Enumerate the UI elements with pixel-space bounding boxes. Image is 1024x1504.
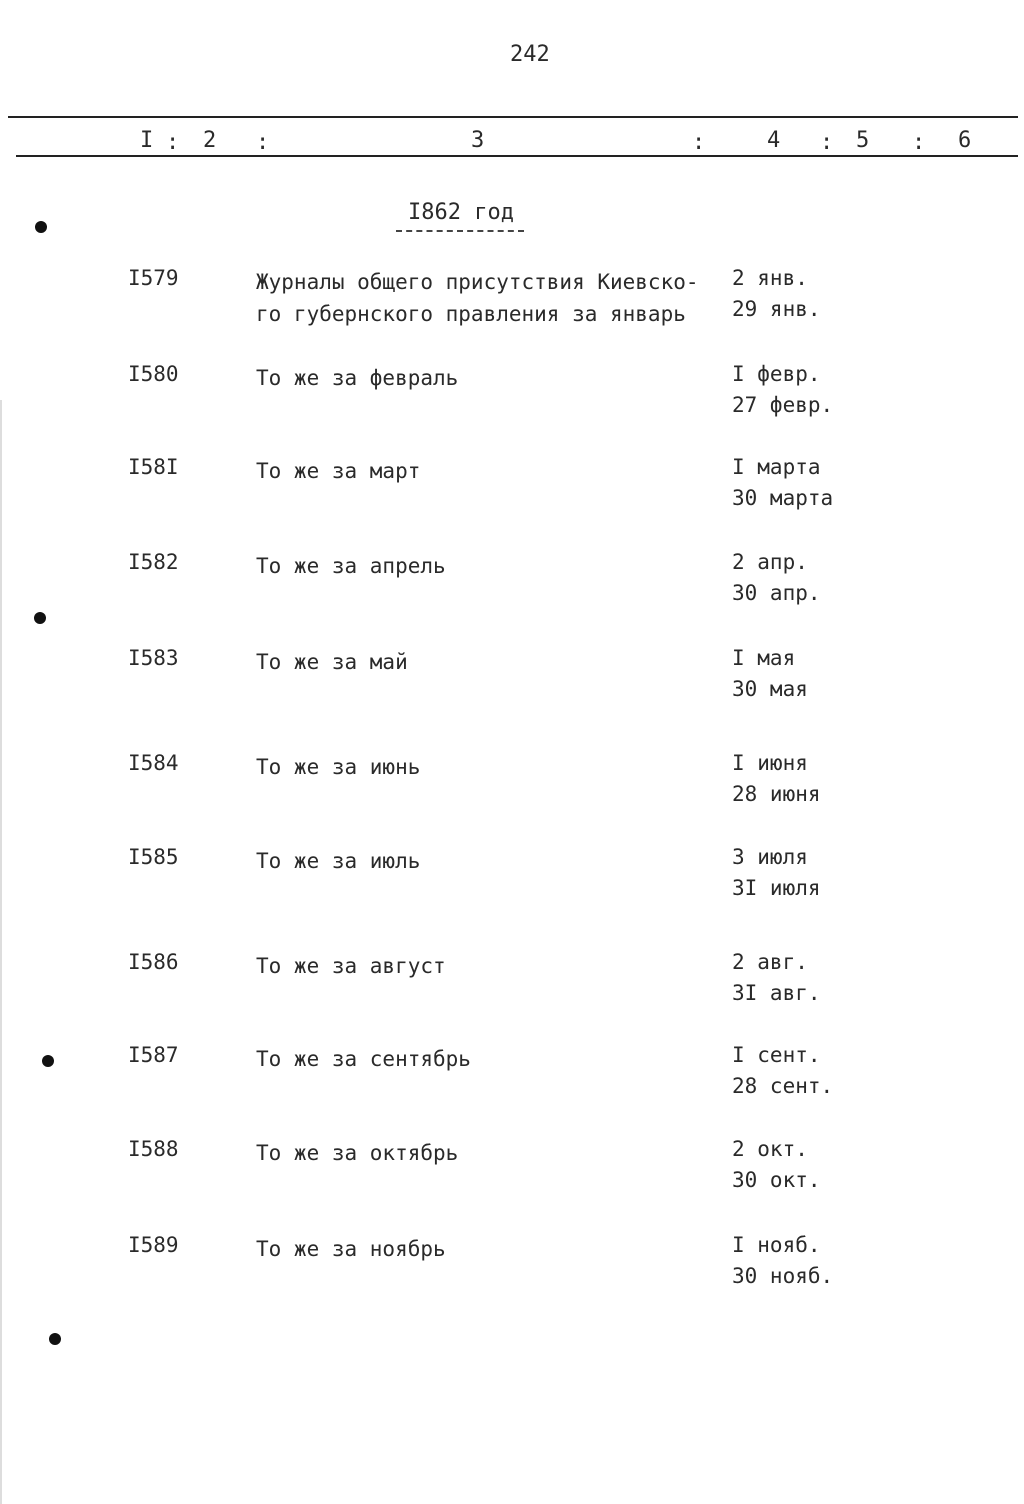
- punch-hole-mark: [35, 221, 47, 233]
- record-date-start: 3 июля: [732, 845, 808, 869]
- page-edge-shadow: [0, 400, 2, 1504]
- record-date-start: 2 авг.: [732, 950, 808, 974]
- record-description: То же за февраль: [256, 366, 459, 390]
- record-number: I586: [128, 950, 179, 974]
- record-date-start: I июня: [732, 751, 808, 775]
- punch-hole-mark: [42, 1055, 54, 1067]
- record-number: I589: [128, 1233, 179, 1257]
- column-separator: :: [912, 130, 926, 155]
- page-number: 242: [510, 42, 550, 67]
- record-row: [0, 550, 1024, 630]
- record-date-end: 30 апр.: [732, 581, 821, 605]
- record-date-end: 29 янв.: [732, 297, 821, 321]
- record-date-end: 27 февр.: [732, 393, 834, 417]
- record-number: I587: [128, 1043, 179, 1067]
- record-date-start: I сент.: [732, 1043, 821, 1067]
- record-row: [0, 751, 1024, 831]
- column-separator: :: [692, 130, 706, 155]
- record-date-end: 30 марта: [732, 486, 834, 510]
- header-rule-top: [8, 116, 1018, 118]
- record-date-start: I мая: [732, 646, 796, 670]
- year-underline: [396, 230, 524, 232]
- record-description: То же за март: [256, 459, 421, 483]
- record-description: Журналы общего присутствия Киевско- го губернского правления за январь: [256, 270, 699, 326]
- record-date-start: I марта: [732, 455, 821, 479]
- record-number: I58I: [128, 455, 179, 479]
- column-separator: :: [820, 130, 834, 155]
- record-number: I584: [128, 751, 179, 775]
- column-header-5: 5: [856, 128, 870, 153]
- record-description: То же за июль: [256, 849, 421, 873]
- record-row: [0, 266, 1024, 346]
- record-date-end: 30 нояб.: [732, 1264, 834, 1288]
- column-header-3: 3: [471, 128, 485, 153]
- record-row: [0, 950, 1024, 1030]
- punch-hole-mark: [49, 1333, 61, 1345]
- year-heading: I862 год: [408, 200, 514, 225]
- record-description: То же за апрель: [256, 554, 446, 578]
- record-row: [0, 362, 1024, 442]
- column-header-6: 6: [958, 128, 972, 153]
- record-date-start: I февр.: [732, 362, 821, 386]
- record-date-start: 2 янв.: [732, 266, 808, 290]
- record-date-start: 2 апр.: [732, 550, 808, 574]
- record-row: [0, 1043, 1024, 1123]
- record-number: I588: [128, 1137, 179, 1161]
- record-date-end: 3I июля: [732, 876, 821, 900]
- record-row: [0, 646, 1024, 726]
- record-description: То же за август: [256, 954, 446, 978]
- record-description: То же за ноябрь: [256, 1237, 446, 1261]
- record-date-end: 3I авг.: [732, 981, 821, 1005]
- record-description: То же за май: [256, 650, 408, 674]
- record-row: [0, 455, 1024, 535]
- record-row: [0, 845, 1024, 925]
- record-date-start: I нояб.: [732, 1233, 821, 1257]
- column-header-4: 4: [767, 128, 781, 153]
- record-date-end: 30 окт.: [732, 1168, 821, 1192]
- record-number: I582: [128, 550, 179, 574]
- record-description: То же за июнь: [256, 755, 421, 779]
- record-number: I580: [128, 362, 179, 386]
- record-number: I579: [128, 266, 179, 290]
- record-date-start: 2 окт.: [732, 1137, 808, 1161]
- record-row: [0, 1137, 1024, 1217]
- record-date-end: 30 мая: [732, 677, 808, 701]
- record-date-end: 28 сент.: [732, 1074, 834, 1098]
- column-header-1: I: [140, 128, 154, 153]
- record-row: [0, 1233, 1024, 1313]
- record-number: I585: [128, 845, 179, 869]
- column-separator: :: [166, 130, 180, 155]
- record-number: I583: [128, 646, 179, 670]
- record-description: То же за сентябрь: [256, 1047, 471, 1071]
- record-date-end: 28 июня: [732, 782, 821, 806]
- column-separator: :: [256, 130, 270, 155]
- punch-hole-mark: [34, 612, 46, 624]
- column-header-2: 2: [203, 128, 217, 153]
- header-rule-bottom: [16, 155, 1018, 157]
- record-description: То же за октябрь: [256, 1141, 459, 1165]
